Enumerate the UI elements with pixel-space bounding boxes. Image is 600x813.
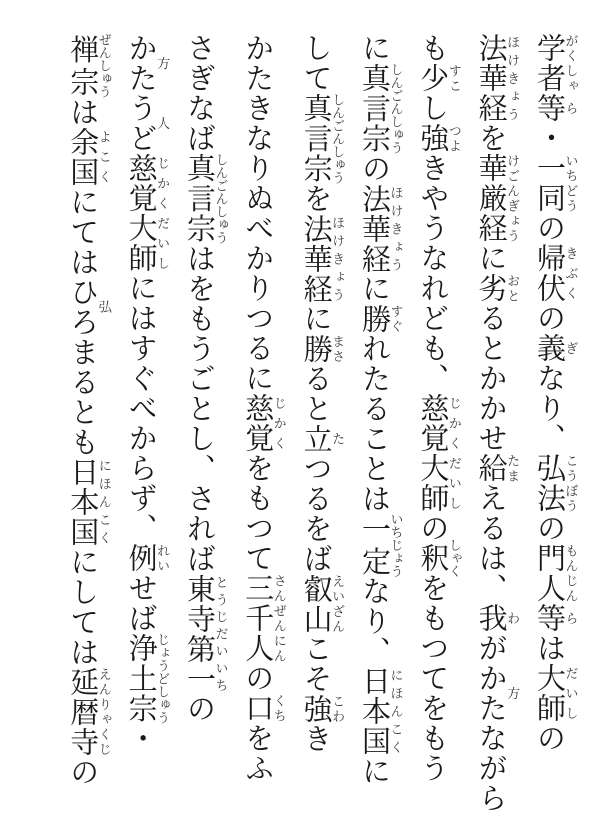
plain-text: ながら [474,723,507,813]
text-column-4 [357,33,403,792]
plain-text: ・ [533,123,565,153]
furigana: ぎ [563,333,579,363]
plain-text: をふ [241,723,274,783]
ruby-annotated-text: 大師だいし [533,663,579,723]
plain-text: なり、 [357,576,390,667]
plain-text: に [474,243,507,273]
furigana: 方 [505,663,521,723]
plain-text: に [357,33,390,63]
furigana: すぐ [388,303,404,334]
plain-text: はをもうごとし、されば [182,243,215,574]
text-column-7 [182,33,228,792]
plain-text: を [474,123,507,153]
ruby-annotated-text: 日本国にほんこく [357,666,404,757]
furigana: 方 [155,33,171,93]
furigana: こわ [330,693,346,724]
furigana: とうじだいいち [213,573,229,694]
ruby-annotated-text: 等ら [533,93,579,123]
furigana: つよ [446,123,462,153]
ruby-annotated-text: 叡山えいざん [299,573,346,634]
furigana: えいざん [330,573,346,634]
furigana: しゃく [446,538,462,578]
plain-text: の [533,303,565,333]
ruby-annotated-text: 釈しゃく [416,538,462,578]
ruby-annotated-text: 我わ [474,603,521,633]
furigana: いちじょう [388,512,404,578]
text-column-6 [240,33,286,792]
ruby-annotated-text: かた方 [474,663,521,723]
text-column-2 [473,33,521,813]
ruby-annotated-text: 慈覚じかく [241,393,287,453]
plain-text: き [299,723,332,754]
plain-text: の [241,663,274,693]
furigana: れい [155,543,171,573]
furigana: じかく [271,393,287,453]
plain-text: を [299,183,332,214]
ruby-annotated-text: 真言宗しんごんしゅう [357,62,404,154]
furigana: しんごんしゅう [330,92,346,184]
ruby-annotated-text: 強つよ [416,123,462,153]
furigana: しんごんしゅう [388,62,404,154]
furigana: じかくだいし [446,393,462,513]
ruby-annotated-text: 法華経ほけきょう [357,183,404,274]
plain-text: つるをば [299,453,332,574]
furigana: くち [271,693,287,723]
text-column-5 [298,33,344,792]
plain-text: の [357,153,390,184]
ruby-annotated-text: 一定いちじょう [357,512,404,578]
plain-text: ると [299,363,332,424]
plain-text: るとかかせ [474,303,507,453]
plain-text: さぎなば [182,33,215,153]
plain-text: は [66,96,99,127]
plain-text: は [533,633,565,663]
furigana: よこく [96,126,112,187]
furigana: しんごんしゅう [213,152,229,244]
plain-text: の [533,723,565,753]
furigana: ら [563,93,579,123]
ruby-annotated-text: 強こわ [299,693,346,724]
furigana: ほけきょう [505,33,521,123]
ruby-annotated-text: 口くち [241,693,287,723]
furigana: おと [505,273,521,303]
furigana: さんぜんにん [271,573,287,663]
plain-text: にては [66,186,99,277]
ruby-annotated-text: 少すこ [416,63,462,93]
ruby-annotated-text: 日本国にほんこく [66,456,112,547]
plain-text: の [182,693,215,724]
ruby-annotated-text: 劣おと [474,273,521,303]
ruby-annotated-text: 勝すぐ [357,303,404,334]
text-column-8 [123,33,169,792]
furigana: じかくだいし [155,153,171,273]
furigana: がくしゃ [563,33,579,93]
ruby-annotated-text: 等ら [533,603,579,633]
furigana: すこ [446,63,462,93]
ruby-annotated-text: 立た [299,423,346,454]
ruby-annotated-text: 真言宗しんごんしゅう [182,152,229,244]
ruby-annotated-text: 慈覚大師じかくだいし [124,153,171,273]
furigana: だいし [563,663,579,723]
ruby-annotated-text: 延暦寺えんりゃくじ [66,666,112,757]
ruby-annotated-text: 余国よこく [66,126,112,187]
ruby-annotated-text: 真言宗しんごんしゅう [299,92,346,184]
furigana: 弘 [96,276,112,337]
furigana: にほんこく [96,456,112,547]
ruby-annotated-text: 門人もんじん [533,543,579,603]
plain-text: まるとも [66,336,99,457]
plain-text: にしては [66,546,99,667]
ruby-annotated-text: 法華経ほけきょう [299,213,346,304]
text-column-1 [532,33,578,792]
plain-text: えるは、 [474,483,507,603]
furigana: こうぼう [563,453,579,513]
plain-text: が [474,633,507,663]
furigana: まさ [330,333,346,364]
ruby-annotated-text: 三千人さんぜんにん [241,573,287,663]
furigana: わ [505,603,521,633]
ruby-annotated-text: 華厳経けごんぎょう [474,153,521,243]
plain-text: に [357,756,390,787]
ruby-annotated-text: 弘法こうぼう [533,453,579,513]
plain-text: し [416,93,449,123]
furigana: ほけきょう [388,183,404,274]
text-column-3 [415,33,461,792]
plain-text: して [299,33,332,93]
ruby-annotated-text: 給たま [474,453,521,483]
plain-text: せば [124,573,157,633]
plain-text: れたることは [357,333,390,514]
furigana: じょうどしゅう [155,632,171,724]
ruby-annotated-text: ひろ弘 [66,276,112,337]
plain-text: も [416,33,449,63]
furigana: いちどう [563,153,579,213]
plain-text: の [533,213,565,243]
plain-text: の [533,513,565,543]
ruby-annotated-text: 義ぎ [533,333,579,363]
plain-text: に [357,273,390,304]
plain-text: をもつてをもう [416,573,449,783]
plain-text: かたきなりぬべかりつるに [241,33,274,393]
ruby-annotated-text: 一同いちどう [533,153,579,213]
ruby-annotated-text: 学者がくしゃ [533,33,579,93]
ruby-annotated-text: 慈覚大師じかくだいし [416,393,462,513]
plain-text: をもつて [241,453,274,573]
plain-text: にはすぐべからず、 [124,273,157,543]
ruby-annotated-text: 帰伏きぶく [533,243,579,303]
furigana: きぶく [563,243,579,303]
furigana: ら [563,603,579,633]
plain-text: なり、 [533,363,565,453]
furigana: た [330,423,346,454]
ruby-annotated-text: 禅宗ぜんしゅう [66,33,112,98]
furigana: にほんこく [388,666,404,757]
plain-text: きやうなれども、 [416,153,449,393]
ruby-annotated-text: 勝まさ [299,333,346,364]
furigana: けごんぎょう [505,153,521,243]
ruby-annotated-text: 法華経ほけきょう [474,33,521,123]
furigana: たま [505,453,521,483]
ruby-annotated-text: 例れい [124,543,171,573]
furigana: ぜんしゅう [96,33,112,98]
furigana: 人 [155,93,171,153]
furigana: もんじん [563,543,579,603]
furigana: ほけきょう [330,213,346,304]
plain-text: に [299,303,332,334]
ruby-annotated-text: 浄土宗じょうどしゅう [124,632,171,724]
ruby-annotated-text: 東寺第一とうじだいいち [182,573,229,694]
plain-text: の [66,756,99,787]
plain-text: こそ [299,633,332,694]
furigana: えんりゃくじ [96,666,112,757]
plain-text: の [416,513,449,543]
ruby-annotated-text: うど人 [124,93,171,153]
text-column-9 [65,33,111,792]
ruby-annotated-text: かた方 [124,33,171,93]
plain-text: ・ [124,723,157,754]
